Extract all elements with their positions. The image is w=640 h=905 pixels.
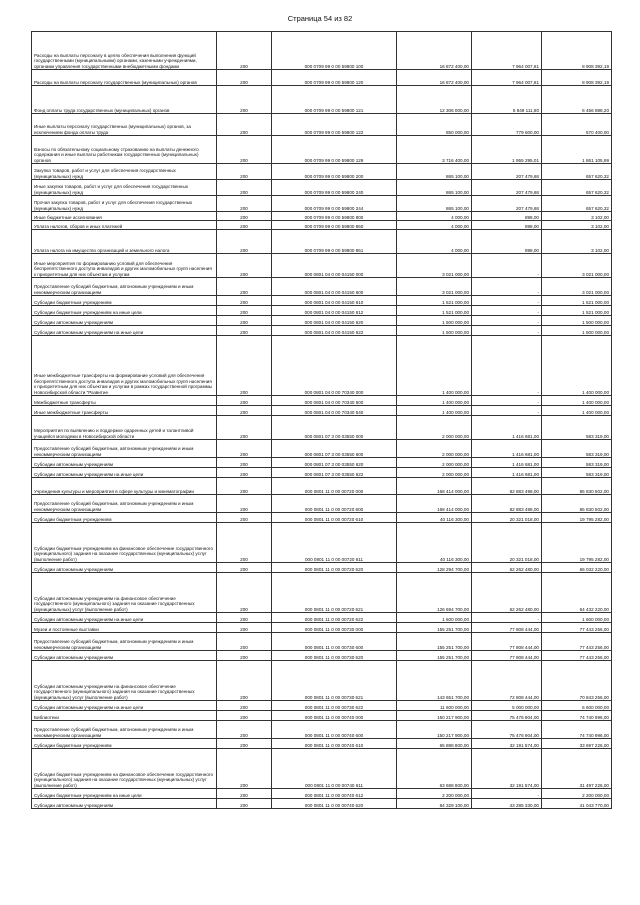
cell-executed: 898,00 (472, 212, 542, 221)
cell-executed: - (472, 789, 542, 799)
cell-name: Иные выплаты персоналу государственных (муниципальных) органов, за исключением фонда оплаты труда (32, 114, 217, 136)
cell-name: Субсидии автономным учреждениям (32, 316, 217, 326)
cell-ved: 200 (217, 196, 272, 212)
table-row (32, 573, 612, 613)
cell-remaining: 6 456 888,20 (542, 86, 612, 114)
cell-name: Предоставление субсидий бюджетным, автономным учреждениям и иным некоммерческим организациям (32, 440, 217, 458)
cell-executed: 32 191 574,00 (472, 749, 542, 789)
table-row (32, 296, 612, 306)
cell-executed: 77 808 444,00 (472, 633, 542, 651)
cell-ved: 200 (217, 513, 272, 523)
cell-executed: 75 476 904,00 (472, 721, 542, 739)
cell-code: 000 0801 11 0 00 00720 600 (272, 495, 397, 513)
cell-remaining: 1 600 000,00 (542, 613, 612, 623)
cell-name: Иные мероприятия по формированию условий для обеспечения беспрепятственного доступа инвалидов и других маломобильных групп населения к приоритетным для них объектам и услугам (32, 254, 217, 278)
cell-code: 000 0801 04 0 00 04150 620 (272, 316, 397, 326)
cell-executed: - (472, 326, 542, 336)
table-row (32, 306, 612, 316)
cell-planned: 1 521 000,00 (397, 306, 472, 316)
cell-planned: 1 521 000,00 (397, 296, 472, 306)
cell-name: Субсидии автономным учреждениям (32, 651, 217, 661)
cell-executed: - (472, 396, 542, 406)
cell-code: 000 0801 11 0 00 00720 621 (272, 573, 397, 613)
cell-planned: 2 000 000,00 (397, 440, 472, 458)
cell-name: Фонд оплаты труда государственных (муниципальных) органов (32, 86, 217, 114)
cell-ved: 200 (217, 406, 272, 416)
cell-code: 000 0801 11 0 00 00740 000 (272, 711, 397, 721)
cell-ved: 200 (217, 495, 272, 513)
cell-remaining: 77 443 256,00 (542, 651, 612, 661)
cell-name: Субсидии автономным учреждениям на иные цели (32, 468, 217, 478)
table-row (32, 230, 612, 254)
cell-remaining: 1 400 000,00 (542, 406, 612, 416)
cell-executed: 207 479,68 (472, 164, 542, 180)
table-row (32, 661, 612, 701)
cell-code: 000 0801 11 0 00 00730 620 (272, 651, 397, 661)
cell-ved: 200 (217, 711, 272, 721)
cell-remaining: 19 795 282,00 (542, 513, 612, 523)
cell-executed: 72 808 444,00 (472, 661, 542, 701)
cell-code: 000 0801 11 0 00 00720 611 (272, 523, 397, 563)
cell-planned: 2 000 000,00 (397, 468, 472, 478)
cell-code: 000 0801 04 0 00 04150 622 (272, 326, 397, 336)
cell-executed: 779 600,00 (472, 114, 542, 136)
cell-remaining: 1 500 000,00 (542, 326, 612, 336)
cell-code: 000 0709 99 0 00 59800 850 (272, 221, 397, 230)
cell-executed: 207 479,68 (472, 196, 542, 212)
cell-planned: 865 100,00 (397, 180, 472, 196)
cell-name: Субсидии автономным учреждениям на иные цели (32, 613, 217, 623)
cell-ved: 200 (217, 230, 272, 254)
cell-executed: 32 191 574,00 (472, 739, 542, 749)
table-row (32, 523, 612, 563)
cell-remaining: 1 521 000,00 (542, 306, 612, 316)
cell-ved: 200 (217, 336, 272, 396)
cell-name: Иные бюджетные ассигнования (32, 212, 217, 221)
cell-ved: 200 (217, 326, 272, 336)
cell-planned: 865 100,00 (397, 196, 472, 212)
cell-remaining: 74 740 996,00 (542, 721, 612, 739)
cell-planned: 150 217 900,00 (397, 711, 472, 721)
cell-ved: 200 (217, 212, 272, 221)
cell-ved: 200 (217, 701, 272, 711)
cell-executed: 898,00 (472, 221, 542, 230)
cell-name: Субсидии автономным учреждениям на иные цели (32, 701, 217, 711)
cell-executed: 207 479,68 (472, 180, 542, 196)
cell-ved: 200 (217, 721, 272, 739)
table-row (32, 789, 612, 799)
cell-planned: 1 500 000,00 (397, 316, 472, 326)
cell-ved: 200 (217, 70, 272, 86)
cell-remaining: 8 908 392,19 (542, 32, 612, 70)
cell-planned: 155 251 700,00 (397, 623, 472, 633)
table-row (32, 180, 612, 196)
cell-name: Субсидии бюджетным учреждениям на финансовое обеспечение государственного (муниципального) задания на оказание государственных (муниципальных) услуг (выполнение работ) (32, 523, 217, 563)
table-body (32, 32, 612, 809)
cell-code: 000 0801 07 3 00 03550 000 (272, 416, 397, 440)
cell-name: Субсидии автономным учреждениям (32, 458, 217, 468)
cell-executed: 5 000 000,00 (472, 701, 542, 711)
cell-name: Прочая закупка товаров, работ и услуг для обеспечения государственных (муниципальных) нужд (32, 196, 217, 212)
cell-code: 000 0709 99 0 00 59800 851 (272, 230, 397, 254)
cell-executed: 62 262 480,00 (472, 573, 542, 613)
cell-planned: 155 251 700,00 (397, 633, 472, 651)
cell-name: Субсидии автономным учреждениям (32, 563, 217, 573)
cell-planned: 40 116 300,00 (397, 523, 472, 563)
cell-ved: 200 (217, 623, 272, 633)
cell-ved: 200 (217, 789, 272, 799)
cell-name: Уплата налога на имущество организаций и земельного налога (32, 230, 217, 254)
cell-ved: 200 (217, 749, 272, 789)
cell-remaining: 85 830 502,00 (542, 495, 612, 513)
cell-code: 000 0709 99 0 00 59800 800 (272, 212, 397, 221)
table-row (32, 416, 612, 440)
cell-planned: 63 688 800,00 (397, 749, 472, 789)
cell-planned: 4 000,00 (397, 212, 472, 221)
cell-code: 000 0801 11 0 00 00730 000 (272, 623, 397, 633)
table-row (32, 164, 612, 180)
cell-planned: 4 000,00 (397, 221, 472, 230)
cell-planned: 12 306 000,00 (397, 86, 472, 114)
cell-name: Взносы по обязательному социальному страхованию на выплаты денежного содержания и иные выплаты работникам государственных (муниципальных) органов (32, 136, 217, 164)
cell-ved: 200 (217, 661, 272, 701)
cell-remaining: 85 830 502,00 (542, 478, 612, 495)
cell-ved: 200 (217, 799, 272, 809)
table-row (32, 70, 612, 86)
cell-name: Мероприятия по выявлению и поддержке одаренных детей и талантливой учащейся молодежи в Новосибирской области (32, 416, 217, 440)
cell-code: 000 0801 07 3 00 03550 622 (272, 468, 397, 478)
table-row (32, 254, 612, 278)
cell-code: 000 0801 04 0 00 04150 000 (272, 254, 397, 278)
cell-ved: 200 (217, 633, 272, 651)
table-row (32, 458, 612, 468)
cell-name: Музеи и постоянные выставки (32, 623, 217, 633)
cell-code: 000 0801 04 0 00 70340 000 (272, 336, 397, 396)
cell-executed: - (472, 406, 542, 416)
cell-executed: 62 262 480,00 (472, 563, 542, 573)
cell-planned: 128 294 700,00 (397, 563, 472, 573)
cell-executed: 82 883 498,00 (472, 478, 542, 495)
cell-remaining: 583 319,00 (542, 468, 612, 478)
table-row (32, 633, 612, 651)
table-row (32, 212, 612, 221)
cell-name: Расходы на выплаты персоналу в целях обеспечения выполнения функций государственными (муниципальными) органами, казенными учреждениями, органами управления государственными внебюджетными фондами (32, 32, 217, 70)
cell-planned: 155 251 700,00 (397, 651, 472, 661)
cell-name: Субсидии бюджетным учреждениям (32, 513, 217, 523)
cell-name: Субсидии автономным учреждениям на финансовое обеспечение государственного (муниципального) задания на оказание государственных (муниципальных) услуг (выполнение работ) (32, 661, 217, 701)
cell-code: 000 0709 99 0 00 59800 129 (272, 136, 397, 164)
cell-name: Субсидии бюджетным учреждениям (32, 739, 217, 749)
cell-name: Субсидии автономным учреждениям на финансовое обеспечение государственного (муниципального) задания на оказание государственных (муниципальных) услуг (выполнение работ) (32, 573, 217, 613)
cell-ved: 200 (217, 316, 272, 326)
cell-ved: 200 (217, 32, 272, 70)
cell-executed: - (472, 613, 542, 623)
cell-remaining: 66 032 220,00 (542, 563, 612, 573)
cell-planned: 1 500 000,00 (397, 326, 472, 336)
cell-ved: 200 (217, 278, 272, 296)
cell-name: Субсидии автономным учреждениям (32, 799, 217, 809)
cell-executed: 75 476 904,00 (472, 711, 542, 721)
cell-code: 000 0801 11 0 00 00740 610 (272, 739, 397, 749)
cell-executed: 7 964 007,81 (472, 32, 542, 70)
cell-remaining: 583 319,00 (542, 458, 612, 468)
cell-ved: 200 (217, 114, 272, 136)
cell-executed: 1 416 681,00 (472, 440, 542, 458)
cell-ved: 200 (217, 416, 272, 440)
cell-planned: 65 888 800,00 (397, 739, 472, 749)
cell-ved: 200 (217, 563, 272, 573)
cell-remaining: 583 319,00 (542, 440, 612, 458)
cell-remaining: 77 443 256,00 (542, 623, 612, 633)
table-row (32, 196, 612, 212)
cell-name: Предоставление субсидий бюджетным, автономным учреждениям и иным некоммерческим организациям (32, 633, 217, 651)
cell-code: 000 0709 99 0 00 59800 244 (272, 196, 397, 212)
cell-remaining: 64 432 220,00 (542, 573, 612, 613)
table-row (32, 114, 612, 136)
cell-executed: 43 285 330,00 (472, 799, 542, 809)
page-number-header: Страница 54 из 82 (287, 14, 353, 23)
cell-ved: 200 (217, 613, 272, 623)
budget-execution-table (31, 31, 612, 809)
cell-planned: 16 872 400,00 (397, 32, 472, 70)
cell-remaining: 657 620,32 (542, 164, 612, 180)
cell-code: 000 0801 04 0 00 04150 610 (272, 296, 397, 306)
cell-ved: 200 (217, 396, 272, 406)
cell-remaining: 1 861 105,99 (542, 136, 612, 164)
cell-code: 000 0801 04 0 00 04150 612 (272, 306, 397, 316)
cell-ved: 200 (217, 164, 272, 180)
cell-executed: 77 808 444,00 (472, 651, 542, 661)
cell-ved: 200 (217, 523, 272, 563)
cell-code: 000 0801 11 0 00 00740 612 (272, 789, 397, 799)
cell-executed: 5 849 111,80 (472, 86, 542, 114)
table-row (32, 651, 612, 661)
table-row (32, 440, 612, 458)
cell-planned: 3 021 000,00 (397, 254, 472, 278)
cell-planned: 168 414 000,00 (397, 478, 472, 495)
cell-planned: 168 414 000,00 (397, 495, 472, 513)
table-row (32, 739, 612, 749)
cell-ved: 200 (217, 296, 272, 306)
cell-name: Уплата налогов, сборов и иных платежей (32, 221, 217, 230)
cell-planned: 16 872 400,00 (397, 70, 472, 86)
cell-name: Субсидии бюджетным учреждениям на иные цели (32, 789, 217, 799)
cell-code: 000 0801 11 0 00 00740 600 (272, 721, 397, 739)
table-row (32, 32, 612, 70)
cell-code: 000 0801 04 0 00 04150 600 (272, 278, 397, 296)
cell-planned: 865 100,00 (397, 164, 472, 180)
cell-ved: 200 (217, 254, 272, 278)
cell-planned: 126 694 700,00 (397, 573, 472, 613)
cell-remaining: 77 443 256,00 (542, 633, 612, 651)
cell-name: Субсидии автономным учреждениям на иные цели (32, 326, 217, 336)
cell-code: 000 0801 11 0 00 00740 620 (272, 799, 397, 809)
table-row (32, 623, 612, 633)
cell-remaining: 31 497 226,00 (542, 749, 612, 789)
cell-planned: 1 400 000,00 (397, 406, 472, 416)
cell-planned: 150 217 900,00 (397, 721, 472, 739)
cell-executed: - (472, 278, 542, 296)
cell-ved: 200 (217, 136, 272, 164)
cell-remaining: 570 400,00 (542, 114, 612, 136)
cell-name: Иные закупки товаров, работ и услуг для обеспечения государственных (муниципальных) нужд (32, 180, 217, 196)
cell-planned: 3 021 000,00 (397, 278, 472, 296)
cell-name: Учреждения культуры и мероприятия в сфере культуры и кинематографии (32, 478, 217, 495)
cell-name: Иные межбюджетные трансферты (32, 406, 217, 416)
cell-ved: 200 (217, 440, 272, 458)
cell-executed: 1 955 295,01 (472, 136, 542, 164)
cell-planned: 84 329 100,00 (397, 799, 472, 809)
cell-code: 000 0709 99 0 00 59800 200 (272, 164, 397, 180)
cell-remaining: 33 697 226,00 (542, 739, 612, 749)
table-row (32, 513, 612, 523)
cell-remaining: 657 620,32 (542, 180, 612, 196)
cell-name: Субсидии бюджетным учреждениям (32, 296, 217, 306)
cell-ved: 200 (217, 573, 272, 613)
table-row (32, 613, 612, 623)
cell-planned: 3 716 400,00 (397, 136, 472, 164)
cell-executed: - (472, 254, 542, 278)
cell-remaining: 1 400 000,00 (542, 396, 612, 406)
cell-planned: 2 200 000,00 (397, 789, 472, 799)
cell-planned: 2 000 000,00 (397, 458, 472, 468)
cell-planned: 1 400 000,00 (397, 396, 472, 406)
cell-planned: 1 400 000,00 (397, 336, 472, 396)
cell-code: 000 0801 11 0 00 00730 600 (272, 633, 397, 651)
cell-planned: 850 000,00 (397, 114, 472, 136)
cell-planned: 2 000 000,00 (397, 416, 472, 440)
table-row (32, 396, 612, 406)
cell-remaining: 1 521 000,00 (542, 296, 612, 306)
cell-remaining: 19 795 282,00 (542, 523, 612, 563)
cell-remaining: 1 400 000,00 (542, 336, 612, 396)
cell-ved: 200 (217, 458, 272, 468)
cell-code: 000 0709 99 0 00 59800 100 (272, 32, 397, 70)
cell-name: Субсидии бюджетным учреждениям на финансовое обеспечение государственного (муниципального) задания на оказание государственных (муниципальных) услуг (выполнение работ) (32, 749, 217, 789)
cell-executed: - (472, 336, 542, 396)
cell-executed: - (472, 306, 542, 316)
cell-ved: 200 (217, 306, 272, 316)
table-row (32, 701, 612, 711)
table-row (32, 478, 612, 495)
cell-name: Предоставление субсидий бюджетным, автономным учреждениям и иным некоммерческим организациям (32, 721, 217, 739)
cell-ved: 200 (217, 739, 272, 749)
cell-remaining: 657 620,32 (542, 196, 612, 212)
table-row (32, 721, 612, 739)
cell-executed: 1 416 681,00 (472, 416, 542, 440)
cell-remaining: 3 102,00 (542, 221, 612, 230)
cell-ved: 200 (217, 86, 272, 114)
cell-remaining: 3 021 000,00 (542, 254, 612, 278)
cell-executed: - (472, 316, 542, 326)
cell-executed: 1 416 681,00 (472, 458, 542, 468)
cell-code: 000 0801 04 0 00 70340 500 (272, 396, 397, 406)
cell-executed: - (472, 296, 542, 306)
table-row (32, 221, 612, 230)
cell-remaining: 8 908 392,19 (542, 70, 612, 86)
cell-code: 000 0801 07 3 00 03550 600 (272, 440, 397, 458)
table-row (32, 278, 612, 296)
cell-name: Закупка товаров, работ и услуг для обеспечения государственных (муниципальных) нужд (32, 164, 217, 180)
cell-ved: 200 (217, 180, 272, 196)
table-row (32, 406, 612, 416)
cell-code: 000 0709 99 0 00 59800 122 (272, 114, 397, 136)
cell-code: 000 0801 11 0 00 00720 000 (272, 478, 397, 495)
cell-name: Предоставление субсидий бюджетным, автономным учреждениям и иным некоммерческим организациям (32, 278, 217, 296)
table-row (32, 711, 612, 721)
cell-planned: 143 651 700,00 (397, 661, 472, 701)
cell-name: Расходы на выплаты персоналу государственных (муниципальных) органов (32, 70, 217, 86)
table-row (32, 468, 612, 478)
cell-code: 000 0709 99 0 00 59800 120 (272, 70, 397, 86)
cell-remaining: 74 740 996,00 (542, 711, 612, 721)
cell-remaining: 6 600 000,00 (542, 701, 612, 711)
table-row (32, 495, 612, 513)
cell-planned: 4 000,00 (397, 230, 472, 254)
cell-code: 000 0801 07 3 00 03550 620 (272, 458, 397, 468)
cell-executed: 20 321 018,00 (472, 513, 542, 523)
cell-ved: 200 (217, 468, 272, 478)
cell-name: Иные межбюджетные трансферты на формирование условий для обеспечения беспрепятственного доступа инвалидов и других маломобильных групп населения к приоритетным для них объектам и услугам в рамках государственной программы Новосибирской области "Развитие (32, 336, 217, 396)
cell-ved: 200 (217, 221, 272, 230)
table-row (32, 136, 612, 164)
table-row (32, 316, 612, 326)
cell-ved: 200 (217, 478, 272, 495)
cell-executed: 7 964 007,81 (472, 70, 542, 86)
cell-executed: 1 416 681,00 (472, 468, 542, 478)
cell-code: 000 0801 11 0 00 00720 622 (272, 613, 397, 623)
cell-executed: 898,00 (472, 230, 542, 254)
cell-remaining: 583 319,00 (542, 416, 612, 440)
cell-code: 000 0709 99 0 00 59800 121 (272, 86, 397, 114)
cell-remaining: 3 102,00 (542, 230, 612, 254)
cell-remaining: 3 102,00 (542, 212, 612, 221)
cell-code: 000 0801 11 0 00 00720 610 (272, 513, 397, 523)
cell-code: 000 0801 11 0 00 00740 611 (272, 749, 397, 789)
table-row (32, 563, 612, 573)
cell-name: Предоставление субсидий бюджетным, автономным учреждениям и иным некоммерческим организациям (32, 495, 217, 513)
table-row (32, 86, 612, 114)
cell-name: Межбюджетные трансферты (32, 396, 217, 406)
cell-remaining: 2 200 000,00 (542, 789, 612, 799)
cell-remaining: 70 843 256,00 (542, 661, 612, 701)
table-row (32, 336, 612, 396)
cell-ved: 200 (217, 651, 272, 661)
cell-name: Библиотеки (32, 711, 217, 721)
cell-executed: 77 808 444,00 (472, 623, 542, 633)
cell-code: 000 0801 04 0 00 70340 540 (272, 406, 397, 416)
cell-code: 000 0801 11 0 00 00730 622 (272, 701, 397, 711)
table-row (32, 326, 612, 336)
cell-remaining: 1 500 000,00 (542, 316, 612, 326)
cell-code: 000 0709 99 0 00 59800 240 (272, 180, 397, 196)
table-row (32, 749, 612, 789)
cell-remaining: 41 043 770,00 (542, 799, 612, 809)
cell-remaining: 3 021 000,00 (542, 278, 612, 296)
cell-planned: 1 600 000,00 (397, 613, 472, 623)
cell-planned: 40 116 300,00 (397, 513, 472, 523)
cell-planned: 11 600 000,00 (397, 701, 472, 711)
cell-executed: 20 321 018,00 (472, 523, 542, 563)
cell-executed: 82 883 498,00 (472, 495, 542, 513)
table-row (32, 799, 612, 809)
cell-code: 000 0801 11 0 00 00720 620 (272, 563, 397, 573)
cell-code: 000 0801 11 0 00 00730 621 (272, 661, 397, 701)
cell-name: Субсидии бюджетным учреждениям на иные цели (32, 306, 217, 316)
